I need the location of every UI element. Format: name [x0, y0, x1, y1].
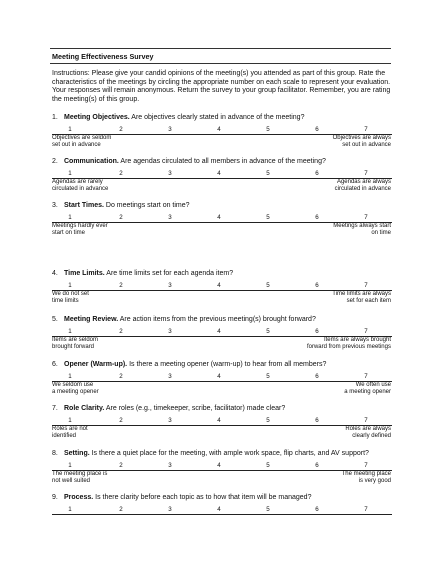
question-3: [52, 202, 190, 209]
rating-scale: [52, 462, 392, 470]
scale-option-4[interactable]: 4: [217, 417, 221, 424]
scale-option-3[interactable]: 3: [168, 373, 172, 380]
question-number: 6.: [52, 361, 58, 368]
scale-option-4[interactable]: 4: [217, 170, 221, 177]
scale-option-7[interactable]: 7: [364, 417, 368, 424]
scale-option-5[interactable]: 5: [266, 126, 270, 133]
question-number: 1.: [52, 114, 58, 121]
scale-option-2[interactable]: 2: [119, 282, 123, 289]
question-text: Are agendas circulated to all members in advance of the meeting?: [118, 158, 326, 165]
question-heading: Meeting Objectives.: [64, 114, 130, 121]
question-number: 5.: [52, 316, 58, 323]
question-text: Are time limits set for each agenda item?: [104, 270, 234, 277]
scale-option-3[interactable]: 3: [168, 282, 172, 289]
question-number: 2.: [52, 158, 58, 165]
question-heading: Start Times.: [64, 202, 104, 209]
rating-scale: [52, 328, 392, 336]
scale-line: [52, 381, 392, 382]
scale-option-5[interactable]: 5: [266, 417, 270, 424]
scale-option-5[interactable]: 5: [266, 282, 270, 289]
scale-option-4[interactable]: 4: [217, 462, 221, 469]
rating-scale: [52, 170, 392, 178]
scale-low-label: Objectives are seldom set out in advance: [52, 135, 112, 148]
scale-option-1[interactable]: 1: [68, 373, 72, 380]
question-text: Are objectives clearly stated in advance of the meeting?: [129, 114, 305, 121]
scale-option-4[interactable]: 4: [217, 506, 221, 513]
scale-line: [52, 514, 392, 515]
scale-high-label: Roles are always clearly defined: [345, 426, 391, 439]
scale-option-7[interactable]: 7: [364, 214, 368, 221]
scale-option-7[interactable]: 7: [364, 170, 368, 177]
scale-option-4[interactable]: 4: [217, 328, 221, 335]
question-heading: Process.: [64, 494, 94, 501]
rating-scale: [52, 126, 392, 134]
scale-option-6[interactable]: 6: [315, 462, 319, 469]
question-number: 4.: [52, 270, 58, 277]
question-text: Are roles (e.g., timekeeper, scribe, facilitator) made clear?: [104, 405, 286, 412]
question-5: [52, 316, 316, 323]
scale-option-6[interactable]: 6: [315, 417, 319, 424]
question-number: 9.: [52, 494, 58, 501]
question-heading: Time Limits.: [64, 270, 105, 277]
scale-option-7[interactable]: 7: [364, 373, 368, 380]
scale-low-label: We do not set time limits: [52, 291, 89, 304]
question-6: [52, 361, 326, 368]
scale-low-label: Items are seldom brought forward: [52, 337, 99, 350]
scale-option-1[interactable]: 1: [68, 214, 72, 221]
scale-option-2[interactable]: 2: [119, 126, 123, 133]
scale-high-label: Items are always brought forward from previous meetings: [306, 337, 391, 350]
scale-low-label: Roles are not identified: [52, 426, 88, 439]
scale-option-7[interactable]: 7: [364, 282, 368, 289]
question-heading: Opener (Warm-up).: [64, 361, 128, 368]
survey-title: Meeting Effectiveness Survey: [50, 48, 391, 64]
scale-low-label: We seldom use a meeting opener: [52, 382, 99, 395]
scale-high-label: Objectives are always set out in advance: [332, 135, 391, 148]
scale-option-4[interactable]: 4: [217, 214, 221, 221]
scale-option-6[interactable]: 6: [315, 506, 319, 513]
scale-option-5[interactable]: 5: [266, 170, 270, 177]
question-number: 8.: [52, 450, 58, 457]
scale-option-2[interactable]: 2: [119, 417, 123, 424]
scale-high-label: The meeting place is very good: [341, 471, 391, 484]
scale-option-5[interactable]: 5: [266, 214, 270, 221]
scale-option-7[interactable]: 7: [364, 462, 368, 469]
question-heading: Communication.: [64, 158, 119, 165]
question-number: 7.: [52, 405, 58, 412]
scale-option-5[interactable]: 5: [266, 373, 270, 380]
question-text: Is there a meeting opener (warm-up) to hear from all members?: [127, 361, 327, 368]
question-2: [52, 158, 326, 165]
scale-option-1[interactable]: 1: [68, 462, 72, 469]
scale-option-2[interactable]: 2: [119, 462, 123, 469]
scale-option-2[interactable]: 2: [119, 328, 123, 335]
question-heading: Role Clarity.: [64, 405, 105, 412]
scale-line: [52, 425, 392, 426]
rating-scale: [52, 373, 392, 381]
scale-option-6[interactable]: 6: [315, 328, 319, 335]
rating-scale: [52, 417, 392, 425]
scale-option-7[interactable]: 7: [364, 126, 368, 133]
scale-high-label: Meetings always start on time: [333, 223, 391, 236]
scale-high-label: Time limits are always set for each item: [332, 291, 391, 304]
scale-option-6[interactable]: 6: [315, 282, 319, 289]
scale-low-label: The meeting place is not well suited: [52, 471, 108, 484]
scale-option-4[interactable]: 4: [217, 373, 221, 380]
scale-option-5[interactable]: 5: [266, 506, 270, 513]
scale-option-3[interactable]: 3: [168, 214, 172, 221]
scale-option-1[interactable]: 1: [68, 417, 72, 424]
scale-option-3[interactable]: 3: [168, 417, 172, 424]
scale-option-1[interactable]: 1: [68, 170, 72, 177]
scale-low-label: Agendas are rarely circulated in advance: [52, 179, 109, 192]
scale-option-6[interactable]: 6: [315, 373, 319, 380]
scale-option-6[interactable]: 6: [315, 170, 319, 177]
scale-option-5[interactable]: 5: [266, 462, 270, 469]
scale-option-6[interactable]: 6: [315, 214, 319, 221]
scale-option-2[interactable]: 2: [119, 170, 123, 177]
scale-option-3[interactable]: 3: [168, 126, 172, 133]
scale-option-1[interactable]: 1: [68, 506, 72, 513]
question-text: Do meetings start on time?: [103, 202, 190, 209]
question-7: [52, 405, 285, 412]
scale-option-5[interactable]: 5: [266, 328, 270, 335]
scale-option-2[interactable]: 2: [119, 506, 123, 513]
scale-option-1[interactable]: 1: [68, 282, 72, 289]
scale-option-2[interactable]: 2: [119, 214, 123, 221]
scale-option-3[interactable]: 3: [168, 506, 172, 513]
question-8: [52, 450, 369, 457]
question-heading: Meeting Review.: [64, 316, 119, 323]
rating-scale: [52, 214, 392, 222]
question-heading: Setting.: [64, 450, 90, 457]
scale-option-2[interactable]: 2: [119, 373, 123, 380]
scale-option-4[interactable]: 4: [217, 282, 221, 289]
scale-option-1[interactable]: 1: [68, 126, 72, 133]
rating-scale: [52, 506, 392, 514]
scale-option-3[interactable]: 3: [168, 462, 172, 469]
question-9: [52, 494, 311, 501]
question-text: Is there clarity before each topic as to how that item will be managed?: [93, 494, 312, 501]
instructions-text: Instructions: Please give your candid opinions of the meeting(s) you attended as part of this group. Rate the characteristics of the meetings by circling the appropriate number on each scale to represent your evaluation. Your responses will remain anonymous. Return the survey to your group facilitator. Remember, you are rating the meeting(s) of this group.: [52, 70, 391, 103]
question-4: [52, 270, 233, 277]
scale-option-3[interactable]: 3: [168, 170, 172, 177]
question-text: Is there a quiet place for the meeting, with ample work space, flip charts, and AV support?: [89, 450, 369, 457]
scale-option-1[interactable]: 1: [68, 328, 72, 335]
question-1: [52, 114, 304, 121]
scale-low-label: Meetings hardly ever start on time: [52, 223, 108, 236]
scale-option-3[interactable]: 3: [168, 328, 172, 335]
scale-option-7[interactable]: 7: [364, 328, 368, 335]
scale-option-6[interactable]: 6: [315, 126, 319, 133]
rating-scale: [52, 282, 392, 290]
scale-high-label: We often use a meeting opener: [344, 382, 391, 395]
scale-option-7[interactable]: 7: [364, 506, 368, 513]
question-text: Are action items from the previous meeting(s) brought forward?: [118, 316, 316, 323]
scale-high-label: Agendas are always circulated in advance: [334, 179, 391, 192]
question-number: 3.: [52, 202, 58, 209]
scale-option-4[interactable]: 4: [217, 126, 221, 133]
